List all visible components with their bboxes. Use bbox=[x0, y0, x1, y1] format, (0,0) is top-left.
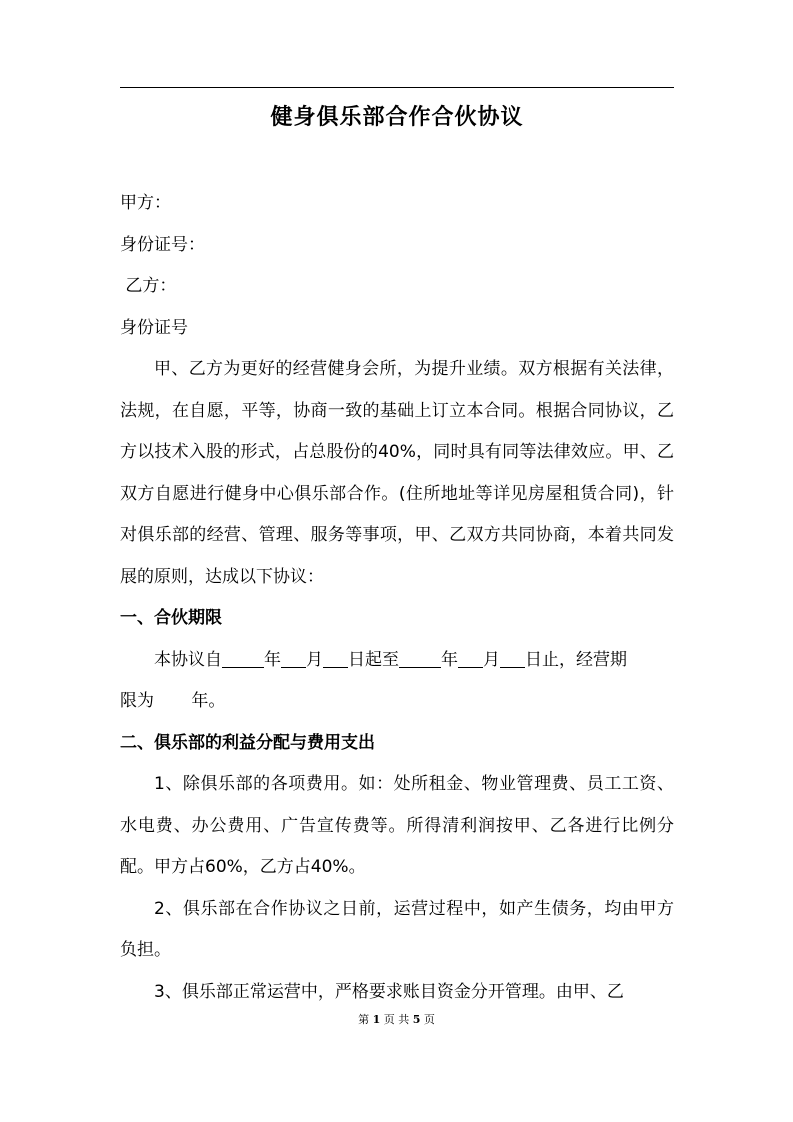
day-from-label: 日起至 bbox=[348, 649, 399, 670]
end-year-blank bbox=[399, 649, 441, 668]
day-to-label: 日止，经营期 bbox=[525, 649, 627, 670]
footer-total-pages: 5 bbox=[412, 1013, 421, 1026]
header-rule bbox=[120, 87, 674, 88]
footer-total-word: 共 bbox=[398, 1013, 410, 1026]
party-b-id-label: 身份证号 bbox=[120, 317, 188, 338]
end-month-blank bbox=[458, 649, 483, 668]
page-footer bbox=[0, 1012, 793, 1028]
document-title: 健身俱乐部合作合伙协议 bbox=[270, 105, 524, 130]
year-label: 年 bbox=[264, 649, 281, 670]
term-start-text: 本协议自 bbox=[154, 649, 222, 670]
section-2-heading: 二、俱乐部的利益分配与费用支出 bbox=[120, 732, 375, 753]
section-1-heading: 一、合伙期限 bbox=[120, 608, 222, 628]
footer-page-word: 页 bbox=[383, 1013, 395, 1026]
document-body bbox=[120, 183, 674, 1013]
end-month-label: 月 bbox=[483, 649, 500, 670]
party-b-label: 乙方： bbox=[120, 276, 177, 296]
start-month-blank bbox=[281, 649, 306, 668]
term-paragraph-end bbox=[120, 681, 674, 723]
start-year-blank bbox=[222, 649, 264, 668]
footer-suffix: 页 bbox=[423, 1013, 435, 1026]
footer-current-page: 1 bbox=[372, 1013, 381, 1026]
month-label: 月 bbox=[306, 649, 323, 670]
section-2-item-1: 1、除俱乐部的各项费用。如：处所租金、物业管理费、员工工资、水电费、办公费用、广告宣传费等。所得清利润按甲、乙各进行比例分配。甲方占60%，乙方占40%。 bbox=[120, 774, 674, 877]
start-day-blank bbox=[323, 649, 348, 668]
term-paragraph bbox=[120, 640, 674, 682]
term-duration-suffix: 年。 bbox=[191, 691, 226, 711]
section-2-item-2: 2、俱乐部在合作协议之日前，运营过程中，如产生债务，均由甲方负担。 bbox=[120, 898, 674, 960]
end-year-label: 年 bbox=[441, 649, 458, 670]
party-a-id-label: 身份证号： bbox=[120, 234, 205, 255]
end-day-blank bbox=[500, 649, 525, 668]
party-a-label: 甲方： bbox=[120, 193, 171, 213]
term-duration-prefix: 限为 bbox=[120, 691, 154, 711]
section-2-item-3: 3、俱乐部正常运营中，严格要求账目资金分开管理。由甲、乙 bbox=[154, 981, 624, 1002]
footer-prefix: 第 bbox=[358, 1013, 370, 1026]
intro-paragraph: 甲、乙方为更好的经营健身会所，为提升业绩。双方根据有关法律，法规，在自愿，平等，协商一致的基础上订立本合同。根据合同协议，乙方以技术入股的形式，占总股份的40%，同时具有同等法律效应。甲、乙双方自愿进行健身中心俱乐部合作。(住所地址等详见房屋租赁合同)，针对俱乐部的经营、管理、服务等事项，甲、乙双方共同协商，本着共同发展的原则，达成以下协议： bbox=[120, 359, 674, 587]
